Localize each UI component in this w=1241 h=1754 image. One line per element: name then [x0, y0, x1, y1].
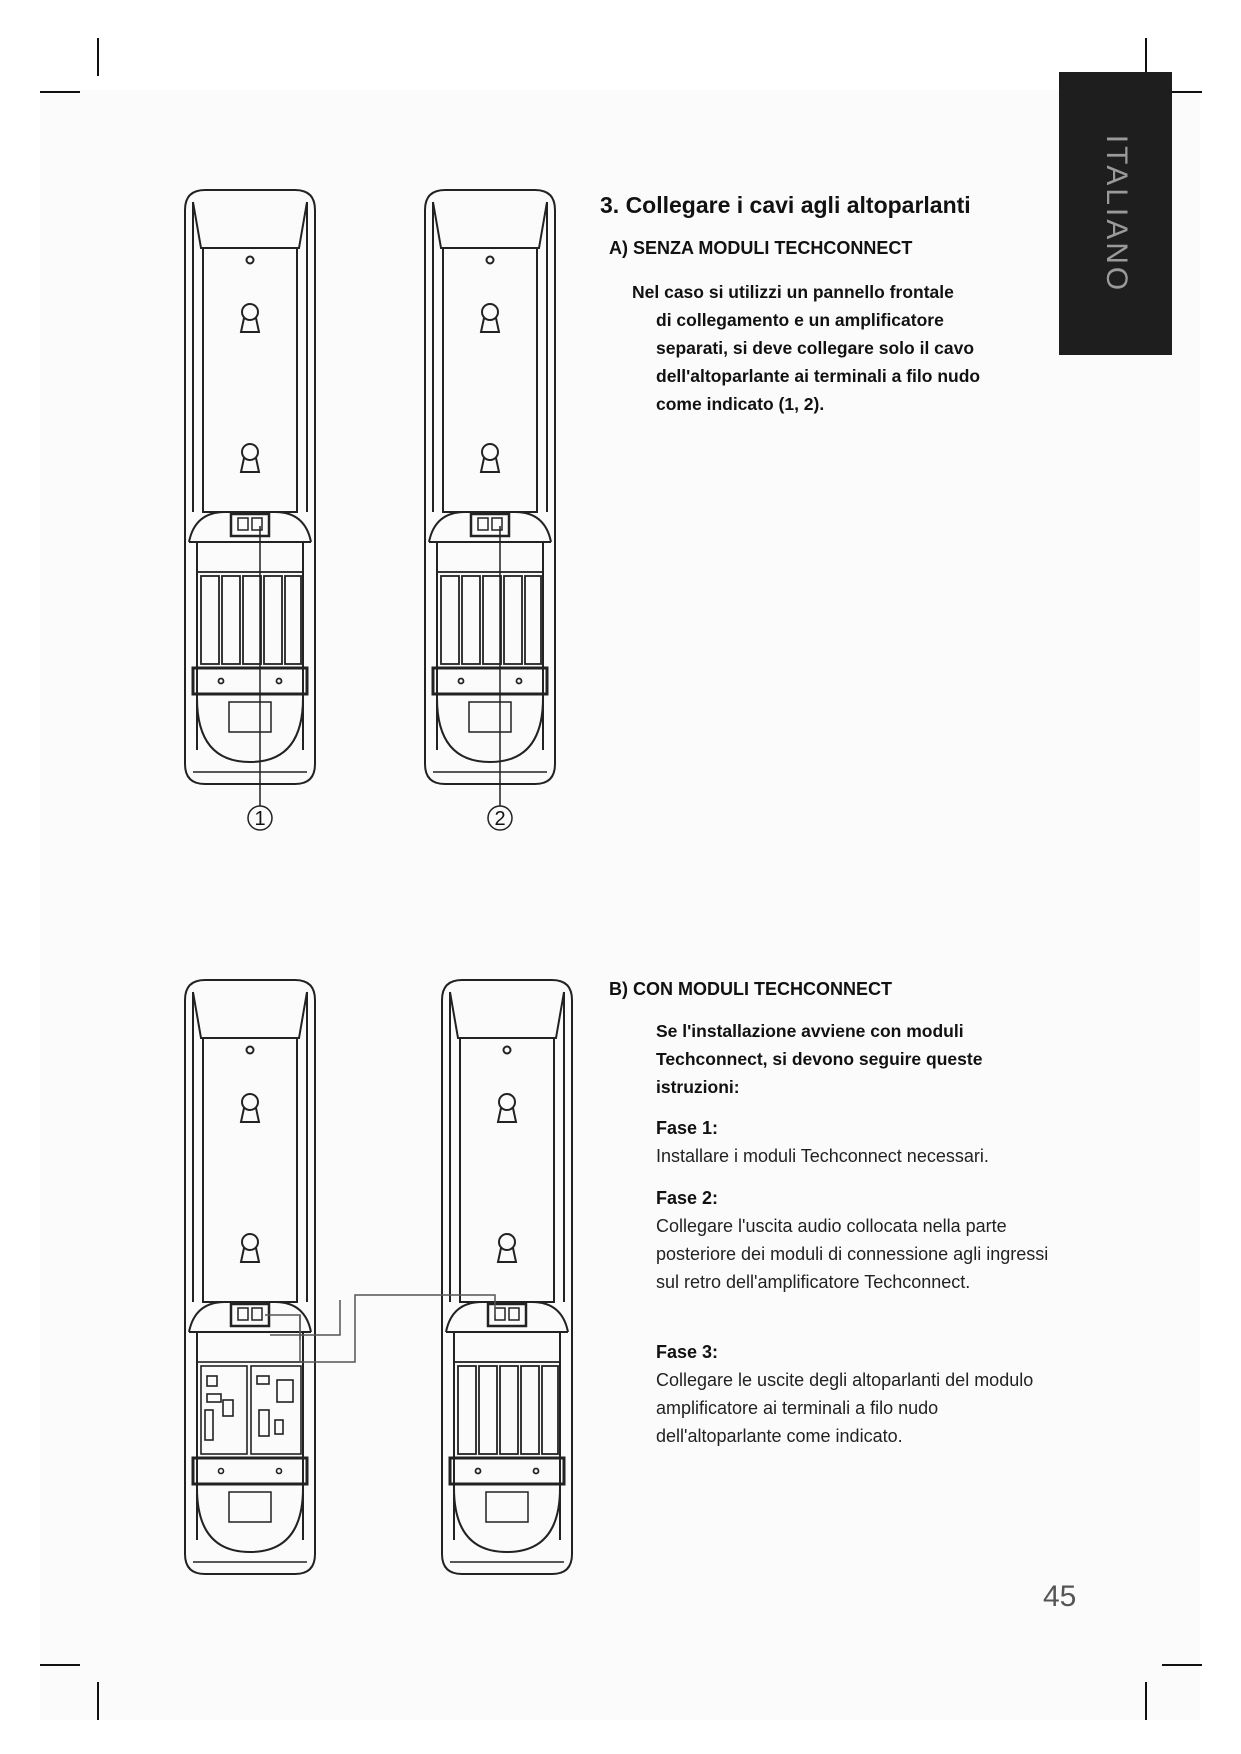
step-3-text: Collegare le uscite degli altoparlanti del modulo amplificatore ai terminali a filo nudo dell'altoparlante come indicato. [656, 1370, 1034, 1446]
section-title: 3. Collegare i cavi agli altoparlanti [600, 192, 971, 218]
part-a-line: dell'altoparlante ai terminali a filo nudo [656, 366, 981, 386]
figure-b-left [185, 980, 315, 1574]
part-b-intro-line: istruzioni: [656, 1077, 740, 1097]
callout-1: 1 [254, 808, 266, 830]
part-b-intro-line: Techconnect, si devono seguire queste [656, 1049, 983, 1069]
figure-a2 [425, 190, 555, 830]
page-number: 45 [1043, 1580, 1077, 1613]
step-3-title: Fase 3: [656, 1342, 719, 1362]
step-1-text: Installare i moduli Techconnect necessari. [656, 1146, 989, 1166]
language-label: ITALIANO [1099, 134, 1133, 293]
part-a-line: Nel caso si utilizzi un pannello frontale [632, 282, 954, 302]
connection-wires [265, 1295, 495, 1362]
step-2-title: Fase 2: [656, 1188, 719, 1208]
part-b-heading: B) CON MODULI TECHCONNECT [609, 979, 892, 999]
callout-2: 2 [494, 808, 506, 830]
part-b-intro-line: Se l'installazione avviene con moduli [656, 1021, 964, 1041]
part-a-heading: A) SENZA MODULI TECHCONNECT [609, 238, 913, 258]
part-a-line: come indicato (1, 2). [656, 394, 825, 414]
step-1-title: Fase 1: [656, 1118, 719, 1138]
figure-b-right [442, 980, 572, 1574]
part-a-line: di collegamento e un amplificatore [656, 310, 944, 330]
part-a-line: separati, si deve collegare solo il cavo [656, 338, 975, 358]
step-2-text: Collegare l'uscita audio collocata nella parte posteriore dei moduli di connessione agli ingressi sul retro dell'amplificatore Techconnect. [656, 1216, 1049, 1292]
figure-a1 [185, 190, 315, 830]
